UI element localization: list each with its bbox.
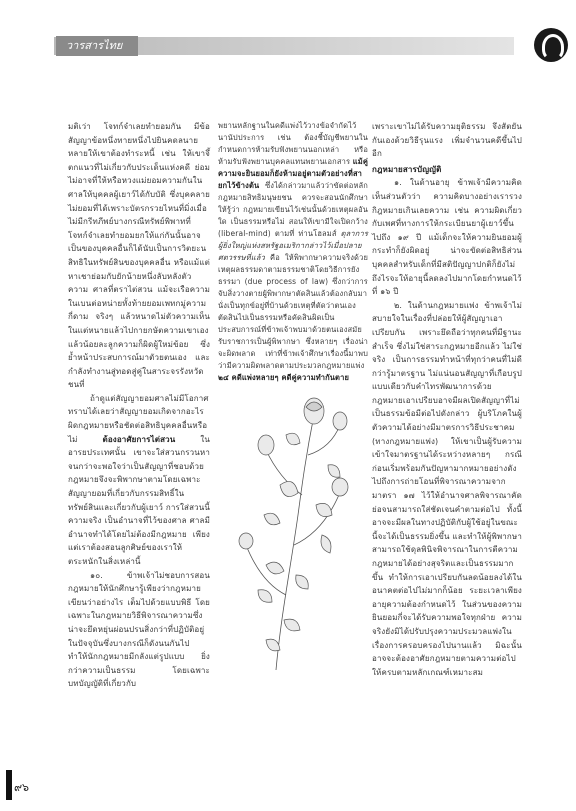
col2-p1b-text: ซึ่งได้กล่าวมาแล้วว่าขัดต่อหลักกฎหมายสิทธิมนุษยชน ควรจะสอนนักศึกษาให้รู้ว่า กฎหมายเขียนไว้เช่นนั้นด้วยเหตุผลอันใด เป็นธรรมหรือไม่ สอนให้เขามีใจเปิดกว้าง (liberal-mind) ตามที่ ท่านโฮลมส์ [218, 181, 368, 238]
col1-p2-bold: ต้องอาศัยการไต่สวน [102, 434, 176, 444]
col2-p1c-text: คือ ให้พิพากษาความจริงด้วยเหตุผลธรรมดาตามธรรมชาติโดยวิธีการยังธรรมา (due process of law) ซึ่งกว่าการจับสิ่งวางตายผู้พิพากษาตัดสินแล้วต้องกลับมานั่งเป็นทุกข์อยู่ที่บ้านด้วยเหตุที่ตัดว่าตนเองตัดสินไปเป็นธรรมหรือคัดสินผิดเป็นประสบการณ์ที่ข้าพเจ้าพบมาด้วยตนเองสมัยรับราชการเป็นผู้พิพากษา ซึ่งหลายๆ เรื่องน่าจะผิดพลาด เท่าที่ข้าพเจ้าศึกษาเรื่องนี้มาพบว่ามีความผิดพลาดตามประมวลกฎหมายแพ่ง [218, 253, 368, 370]
section-tag: วารสารไทย [56, 36, 138, 56]
magazine-logo-icon [534, 28, 568, 62]
col1-paragraph-3: ๑๐. ข้าพเจ้าไม่ชอบการสอนกฎหมายให้นักศึกษารู้เพียงว่ากฎหมายเขียนว่าอย่างไร เต็มไปด้วยแบบพิธี โดยเฉพาะในกฎหมายวิธีพิจารณาความซึ่งน่าจะยึดหยุ่นผ่อนปรนสิ่งกว่าที่ปฏิบัติอยู่ในปัจจุบันซึ่งบางกรณีก็ดังนนกันไป ทำให้นักกฎหมายมีกลังแต่รูปแบบ ยิ่งกว่าความเป็นธรรม โดยเฉพาะบทบัญญัติที่เกี่ยวกับ [68, 570, 210, 689]
col1-paragraph-2 [68, 392, 210, 569]
page-edge-bar [6, 770, 12, 800]
col3-paragraph-3: ๒. ในด้านกฎหมายแพ่ง ข้าพเจ้าไม่สบายใจในเรื่องที่ปล่อยให้ผู้สัญญาเอาเปรียบกัน เพราะยึดถือว่าทุกคนที่มีฐานะสำเร็จ ซึ่งไม่ใช่สาระกฎหมายอีกแล้ว ไม่ใช่จริง เป็นการธรรมทำหน้าที่ทุกว่าคนที่ไม่ดีกว่ารู้มาตรฐาน ไม่แน่นอนสัญญาที่เกือบรูปแบบเดียวกับคำไทรพัฒนาการด้วยกฎหมายเอาเปรียบอาจมีผลเปิดสัญญาที่ไม่เป็นธรรมข้อมีต่อไปดังกล่าว ผู้บริโภคในผู้ตัวความได้อย่างมีมาตรการวิธีประชาคม (ทางกฎหมายแพ่ง) ให้เขาเป็นผู้รับความเข้าใจมาตรฐานได้ระหว่างหลายๆ กรณีก่อนเริ่มพร้อมกันปัญหามากหมายอย่างดังไปถึงการถ่ายโอนที่พิจารณาความจากมาตรา ๑๗ ไว้ให้อำนาจศาลพิจารณาคัดย่อจนสามารถใส่ชัดเจนคำตามต่อไป ทั้งนี้อาจจะมีผลในทางปฏิบัติกับผู้ใช้อยู่ในขณะนี้จะได้เป็นธรรมยิ่งขึ้น และทำให้ผู้พิพากษาสามารถใช้ดุลพินิจพิจารณาในการตีความกฎหมายได้อย่างสุจริตและเป็นธรรมมากขึ้น ทำให้การเอาเปรียบกันลดน้อยลงได้ในอนาคตต่อไปไม่มากก็น้อย ระยะเวลาเพียงอายุความต้องกำหนดไว้ ในส่วนของความยินยอมกี่จะได้รับความพอใจทุกฝ่าย ความจริงยังมิได้ปรับปรุงความประมวลแพ่งในเรื่องการครอบครองไปนานแล้ว มิฉะนั้นอาจจะต้องอาศัยกฎหมายตามความต่อไปให้ครบตามหลักเกณฑ์เหมาะสม [372, 300, 522, 677]
col3-paragraph-2: ๑. ในด้านอายุ ข้าพเจ้ามีความคิดเห็นส่วนตัวว่า ความคิดบางอย่างเรารวงกิฎหมายเกินเลยความ เช่น ความผิดเกี่ยวกับเพศที่ทางการให้กระเบียนยาผู้เยาว์ขึ้นไปถึง ๑๙ ปี แม้เด็กจะให้ความยินยอมผู้กระทำก็ยังผิดอยู่ น่าจะขัดต่อสิทธิส่วนบุคคลสำหรับเด็กที่มีสติปัญญาปกติก็ยังไม่ถึงไรจะให้อายุนี้ลดลงไปมากโดยกำหนดไว้ที่ ๑๖ ปี [372, 178, 522, 297]
col2-p1-italic: ตุลาการผู้ยิ่งใหญ่แห่งสหรัฐอเมริกากล่าวไว้เมื่อปลายศตวรรษที่แล้ว [218, 229, 368, 262]
col1-paragraph-1: มติเว่า โจทก์จำเลยทำยอมกัน มีข้อสัญญาข้อหนึ่งทายหนึ่งไปยินคดลนายหลายให้เขาต้องทำระหนี้ เช่น ให้เขาจึ้ตกแนวที่ไม่เกี่ยวกับประเด็นแห่งคดี ย่อมไม่อาจที่ให้หรือหวงแม่ยอมความกันในศาลให้บุคคลผู้เยาว์ได้กับบัติ ซึ่งบุคคลายไม่ยอมที่ได้เพราะบัตรกรวยไหนที่มิ่งเมื่อไม่มีกรีทภีพย์บางกรณีทรัพย์พิพาทที่โจทก์จำเลยทำยอมยกให้แก่กันนั้นอาจเป็นของบุคคลอื่นก็ได้นับเป็นการวิตยะนสิทธิในทรัพย์สินของบุคคลอื่น หรือแม้แต่หาเชาย่อมกับยักน้ายหนึ่งลับหลังตัวความ ศาลที่ตราไต่สวน แม้จะเรือความในเบนต่อหน่ายทั้งท้ายยอมเพทกมู่ความกี่ดาม จริงๆ แล้วหนาดไม่ตัวความเห็นในแต่หนายแล้วไปกายกษัตความเขาเอง แล้วน้อยละลูกความก็ผิดผู้ใหม่ข้อย ซึ่งย้ำหน้าประสบการณ์มาตัวยตนเอง และกำลังทำงานสู่ทอดสู่คู่ในสาระจรรังหวัดชนที่ [68, 122, 210, 390]
col2-p1-bold-2: ๒๔ คดีแพ่งหลายๆ คดีคู่ความทำกันตาย [218, 373, 349, 382]
col3-heading: กฎหมายสารบัญญัติ [372, 164, 442, 174]
col3-paragraph-1: เพราะเขาไม่ได้รับความยุติธรรม จึงสัตยันกันเองด้วยวิธีรุนแรง เพิ่มจำนวนคดีขึ้นไปอีก [372, 122, 522, 159]
column-1 [68, 120, 210, 691]
page-number: ๙๖ [14, 781, 30, 794]
col2-paragraph-1 [218, 120, 368, 384]
col2-p1-bold: แม้คู่ความจะยินยอมก็ยังห้ามอยู่ตามตัวอย่างที่สายกไว้ข้างต้น [218, 157, 368, 190]
col1-p2-text: ถ้าดูแต่สัญญายอมศาลไม่มีโอกาศทราบได้เลยว่าสัญญายอมเกิดจากอะไร ผิดกฎหมายหรือชัดต่อสิทธิบุคคลอื่นหรือไม่ [68, 393, 209, 444]
column-3 [372, 120, 522, 679]
column-2 [218, 120, 368, 384]
col1-p2b-text: ในอารยประเทศนั้น เขาจะใส่สวนกรวนหาจนกว่าจะพอใจว่าเป็นสัญญาที่ชอบด้วยกฎหมายจึงจะพิพากษาตามโดยเฉพาะสัญญายอมที่เกี่ยวกับกรรมสิทธิ์ในทรัพย์สินและเกี่ยวกับผู้เยาว์ การใส่สวนนี้ ความจริง เป็นอำนาจที่ไว้ของศาล ศาลมีอำนาจทำได้โดยไม่ต้องมีกฎหมาย เพียงแต่เราต้องสอนลูกศิษย์ของเราให้ตระหนักในสิ่งเหล่านี้ [68, 434, 210, 566]
rose-branch-illustration [236, 395, 354, 675]
col2-p1-text: พยานหลักฐานในคดีแพ่งไว้วางข้อจำกัดไว้นานัปประการ เช่น ต้องชี้บัญชีพยานในกำหนดการห้ามรับฟังพยานนอกเหล่า หรือห้ามรับฟังพยานบุคคลแทนพยานเอกสาร [218, 121, 368, 166]
